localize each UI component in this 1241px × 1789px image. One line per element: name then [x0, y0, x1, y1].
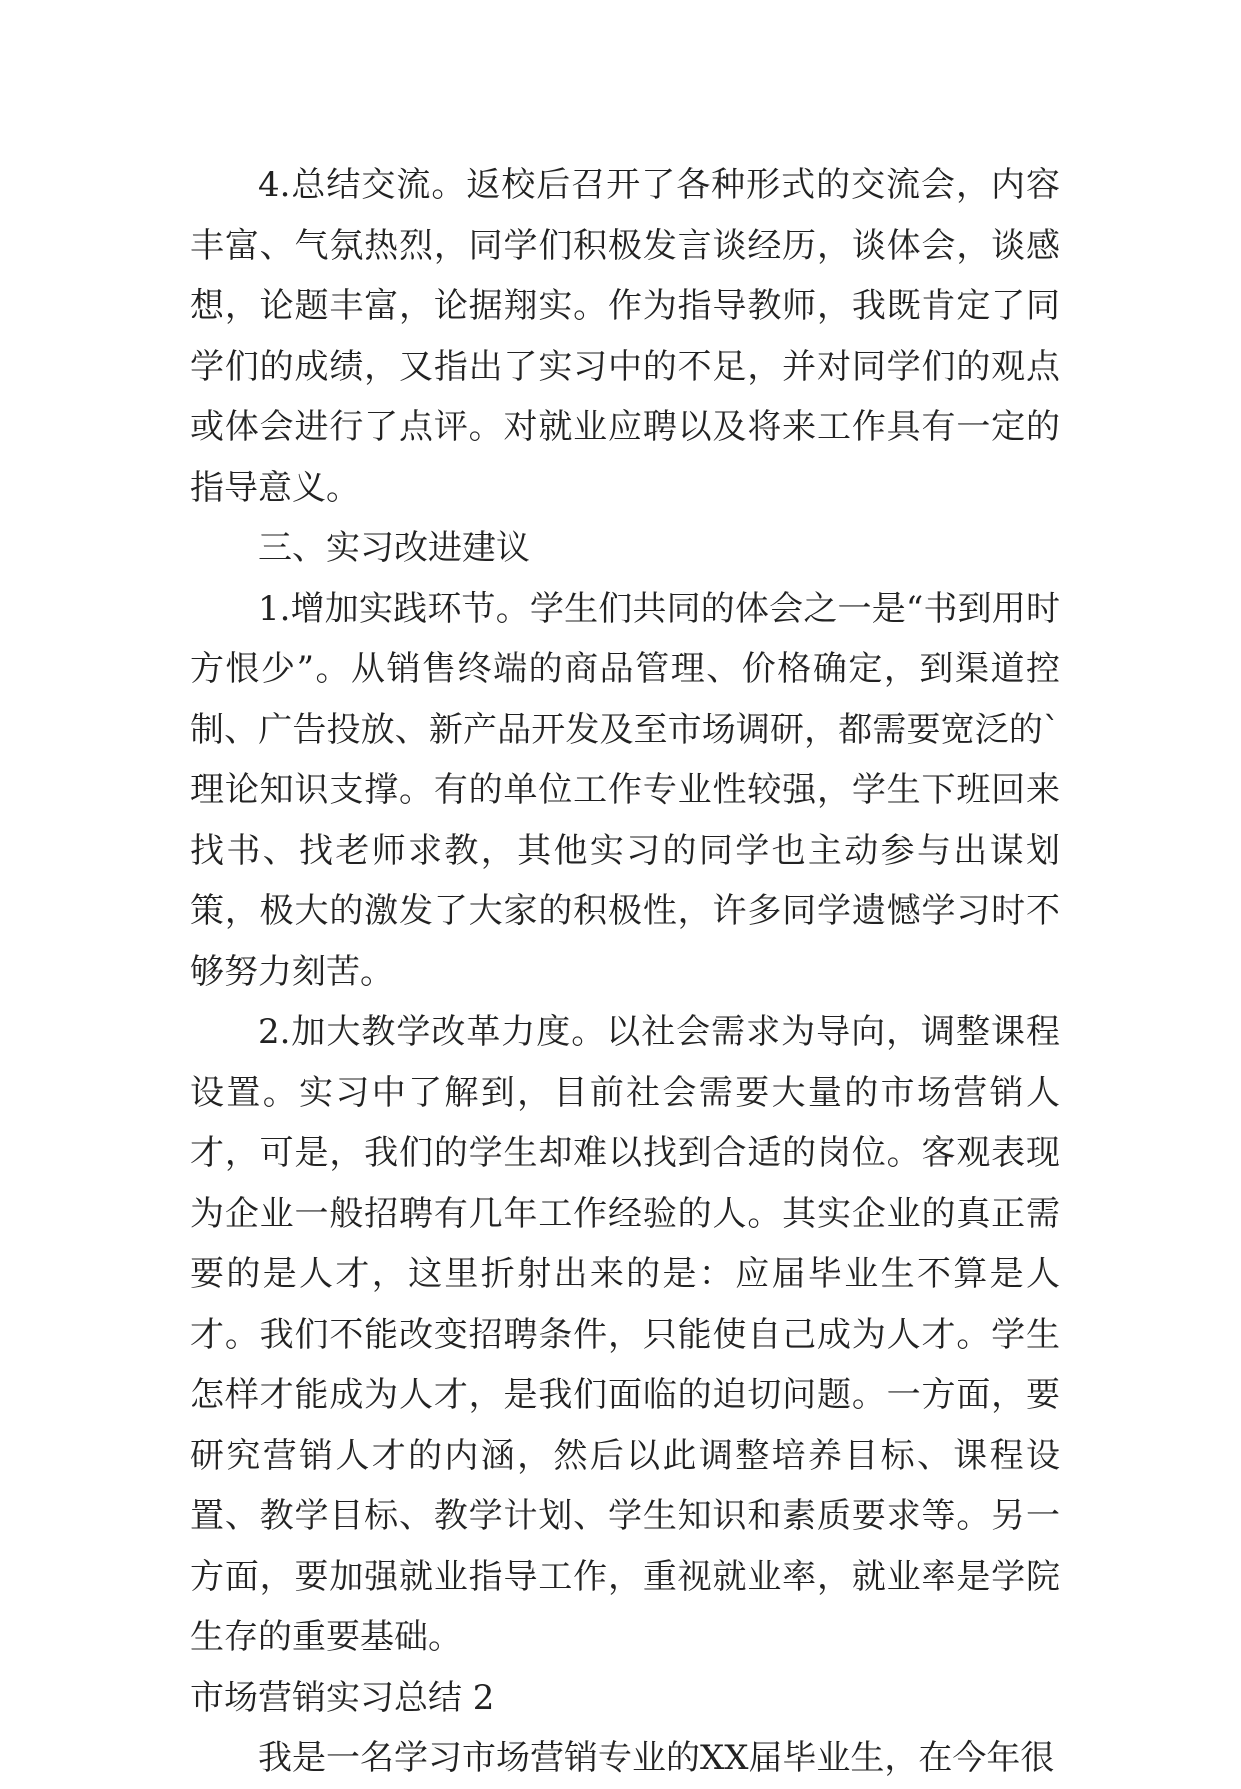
paragraph-teaching-reform: 2.加大教学改革力度。以社会需求为导向，调整课程设置。实习中了解到，目前社会需要大量的市场营销人才，可是，我们的学生却难以找到合适的岗位。客观表现为企业一般招聘有几年工作经验的人。其实企业的真正需要的是人才，这里折射出来的是：应届毕业生不算是人才。我们不能改变招聘条件，只能使自己成为人才。学生怎样才能成为人才，是我们面临的迫切问题。一方面，要研究营销人才的内涵，然后以此调整培养目标、课程设置、教学目标、教学计划、学生知识和素质要求等。另一方面，要加强就业指导工作，重视就业率，就业率是学院生存的重要基础。 — [190, 1012, 1060, 1657]
section-heading-improvement-suggestions: 三、实习改进建议 — [258, 528, 530, 568]
article-title-marketing-summary-2: 市场营销实习总结 2 — [190, 1677, 495, 1718]
document-body — [190, 155, 1060, 1789]
paragraph-summary-exchange: 4.总结交流。返校后召开了各种形式的交流会，内容丰富、气氛热烈，同学们积极发言谈经历，谈体会，谈感想，论题丰富，论据翔实。作为指导教师，我既肯定了同学们的成绩，又指出了实习中的不足，并对同学们的观点或体会进行了点评。对就业应聘以及将来工作具有一定的指导意义。 — [190, 165, 1060, 508]
paragraph-intro-graduate: 我是一名学习市场营销专业的XX届毕业生，在今年很 — [258, 1738, 1055, 1778]
paragraph-increase-practice: 1.增加实践环节。学生们共同的体会之一是“书到用时方恨少”。从销售终端的商品管理、价格确定，到渠道控制、广告投放、新产品开发及至市场调研，都需要宽泛的`理论知识支撑。有的单位工作专业性较强，学生下班回来找书、找老师求教，其他实习的同学也主动参与出谋划策，极大的激发了大家的积极性，许多同学遗憾学习时不够努力刻苦。 — [190, 588, 1060, 992]
